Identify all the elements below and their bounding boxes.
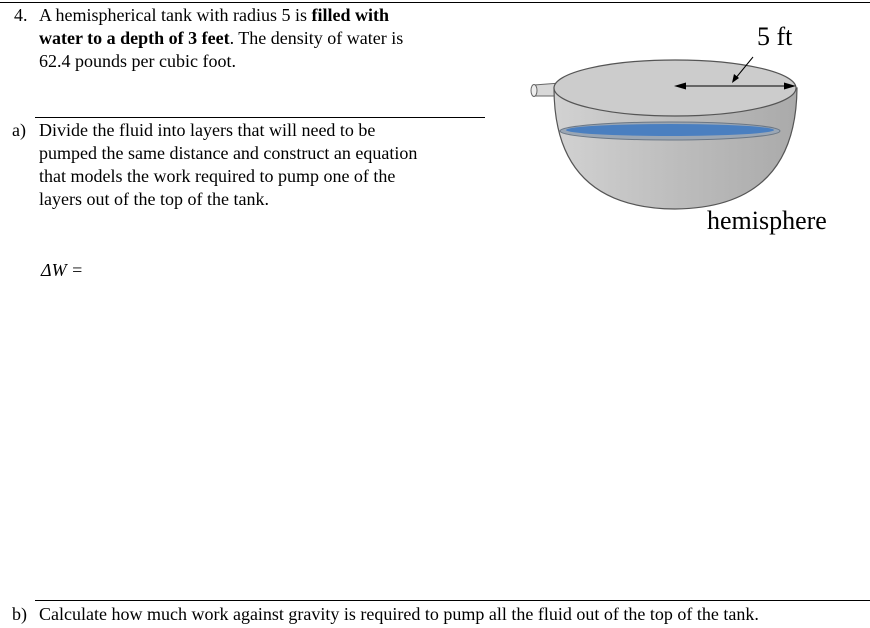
problem-number: 4. — [14, 5, 28, 25]
part-b-label: b) — [12, 604, 27, 624]
part-a-line-2: pumped the same distance and construct an equation — [39, 143, 418, 163]
top-rule — [0, 2, 870, 3]
water-surface — [566, 124, 774, 136]
problem-statement-line-2 — [39, 27, 403, 50]
spout-opening — [531, 85, 537, 97]
part-b-text: Calculate how much work against gravity is required to pump all the fluid out of the top of the tank. — [39, 604, 759, 624]
problem-statement-line-1 — [39, 4, 389, 27]
part-a-label: a) — [12, 120, 26, 140]
hemisphere-label: hemisphere — [707, 206, 827, 235]
part-b-rule — [35, 600, 870, 601]
statement-text: A hemispherical tank with radius 5 is — [39, 5, 312, 25]
radius-label: 5 ft — [757, 22, 793, 51]
statement-text: . The density of water is — [229, 28, 404, 48]
tank-rim — [554, 60, 796, 116]
part-a-rule — [35, 117, 485, 118]
hemisphere-tank-figure — [520, 18, 850, 238]
part-a-line-3: that models the work required to pump one of the — [39, 166, 396, 186]
problem-statement-line-3: 62.4 pounds per cubic foot. — [39, 51, 236, 71]
part-a-line-4: layers out of the top of the tank. — [39, 189, 269, 209]
statement-bold-text: water to a depth of 3 feet — [39, 28, 230, 48]
part-a-line-1: Divide the fluid into layers that will need to be — [39, 120, 376, 140]
statement-bold-text: filled with — [311, 5, 389, 25]
work-equation: ΔW = — [41, 260, 84, 280]
tank-drawing — [520, 18, 850, 218]
